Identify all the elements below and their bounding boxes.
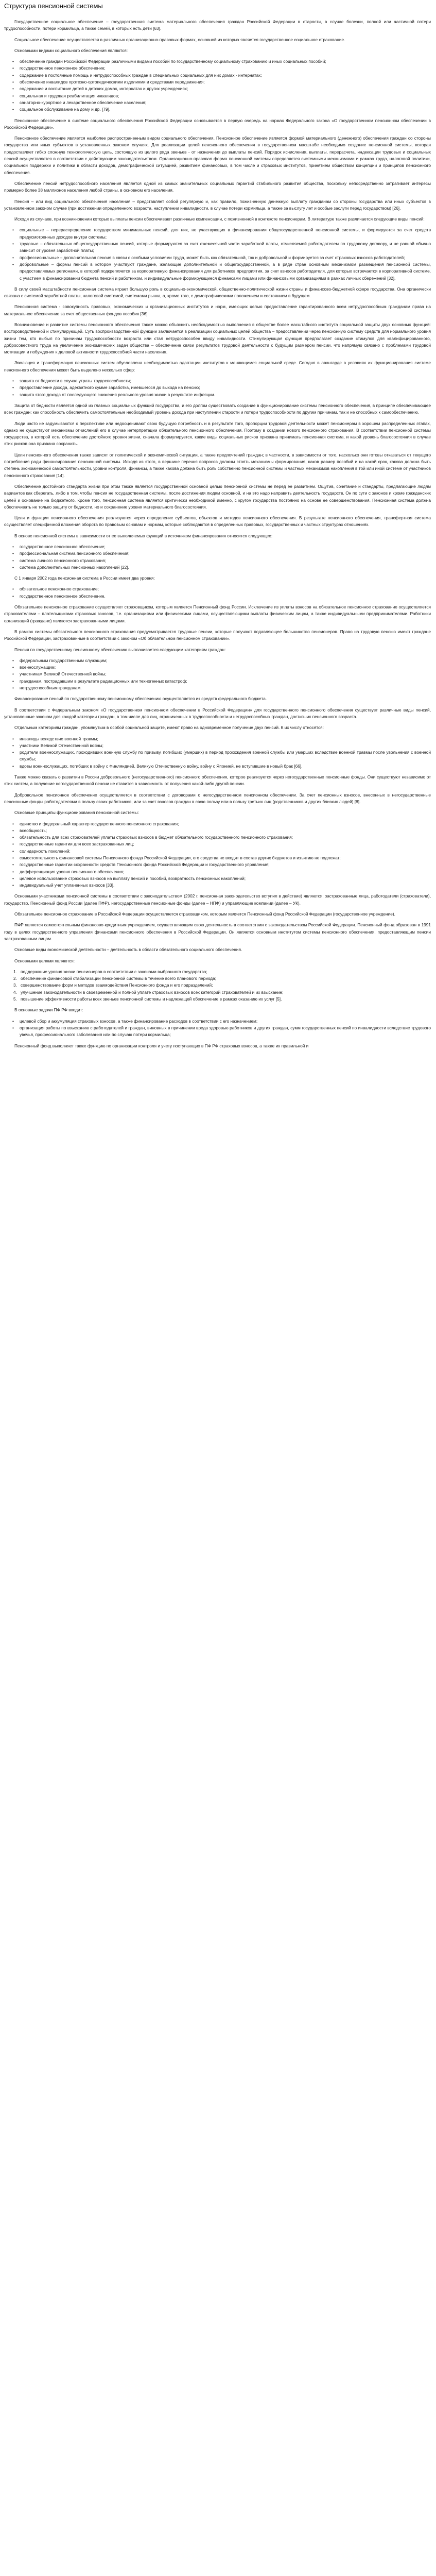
list-item-text: инвалиды вследствие военной травмы; (20, 736, 98, 741)
bullet-icon: • (12, 557, 14, 563)
list-number: 5. (13, 996, 17, 1002)
list-item-text: вдовы военнослужащих, погибших в войну с Финляндией, Великую Отечественную войну, войну с Японией, не вступившие в новый брак [66]. (20, 763, 303, 769)
paragraph: Пенсионное обеспечение является наиболее распространенным видом социального обеспечения. Пенсионное обеспечение является формой материального (денежного) обеспечения граждан со стороны государства или иных субъектов в установленных законом случаях. Для реализации целей пенсионного обеспечения в государственном масштабе необходимо создание пенсионной системы, которая предоставляет гибко сложную технологическую цепь, состоящую из целого ряда звеньев - от назначения до выплаты пенсий. Порядок исчисления, выплаты, перерасчета, индексации трудовых и социальных пенсий осуществляется в соответствии с действующим законодательством. Организационно-правовая форма пенсионной системы определяется системными механизмами и рамках труда, налоговой политики, социальной поддержки и политики в области доходов, демографической ситуацией, развитием финансовых, в том числе и страховых институтов, принятием обществом концепции и принципов пенсионного обеспечения. (4, 135, 431, 175)
list-item (12, 255, 431, 261)
bullet-icon: • (12, 385, 14, 391)
bullet-icon: • (12, 883, 14, 888)
list-item-text: профессиональные – дополнительная пенсия в связи с особыми условиями труда, может быть как обязательной, так и добровольной и формируется за счет страховых взносов работодателей; (20, 255, 405, 260)
list-item (12, 58, 431, 65)
list-item (12, 664, 431, 671)
bullet-list (4, 544, 431, 571)
list-item-text: содержание в постоянные помощь и нетрудоспособных граждан в специальных социальных для них домах - интернатах; (20, 72, 262, 78)
list-item (12, 557, 431, 564)
document (0, 0, 436, 1059)
list-item (12, 79, 431, 86)
list-item-text: трудовые – обязательных общегосударственных пенсий, которые формируются за счет ежемесячной части заработной платы, отчисляемой работодателем по трудовому договору, и не равной обычно зависит от уровня заработной платы; (20, 241, 431, 253)
bullet-icon: • (12, 855, 14, 860)
bullet-icon: • (12, 593, 14, 599)
list-item (12, 749, 431, 763)
list-item (12, 1018, 431, 1025)
paragraph: Исходя из случаев, при возникновении которых выплаты пенсии обеспечивают различные компенсации, с пожизненной в контексте пенсионерам. В литературе также различается следующие виды пенсий: (14, 216, 425, 222)
list-item-text: дифференциация уровня пенсионного обеспечения; (20, 869, 125, 874)
list-item (13, 975, 431, 982)
list-item-text: участникам Великой Отечественной войны; (20, 671, 107, 677)
bullet-icon: • (12, 107, 14, 112)
paragraph: ПФР является самостоятельным финансово-кредитным учреждением, осуществляющим свою деятельность в соответствии с законодательством Российской Федерации. Пенсионный фонд образован в 1991 году в целях государственного управления финансами пенсионного обеспечения в Российской Федерации. Он является основным институтом системы пенсионного обеспечения, предоставляющим пенсии застрахованным лицам. (4, 922, 431, 941)
list-item (12, 834, 431, 841)
list-item (12, 593, 431, 600)
list-item-text: гражданам, пострадавшим в результате радиационных или техногенных катастроф; (20, 678, 187, 684)
list-item (12, 227, 431, 241)
paragraph: Основными целями являются: (14, 958, 75, 963)
paragraph: Основными участниками пенсионной системы в соответствии с законодательством (2002 г. пенсионная законодательство вступил в действие) являются: застрахованные лица, работодатели (страхователи), государство, Пенсионный фонд России (далее ПФР), негосударственные пенсионные фонды (далее – НПФ) и управляющие компании (далее – УК). (4, 893, 431, 906)
list-item-text: военнослужащим; (20, 665, 56, 670)
list-item-text: государственное пенсионное обеспечение; (20, 544, 106, 549)
bullet-icon: • (12, 657, 14, 663)
bullet-list (4, 1018, 431, 1039)
list-item (12, 882, 431, 889)
list-item (12, 586, 431, 592)
bullet-icon: • (12, 848, 14, 854)
bullet-icon: • (12, 1025, 14, 1030)
list-item (12, 685, 431, 691)
paragraph: Добровольное пенсионное обеспечение осуществляется в соответствии с договорами о негосударственном пенсионном обеспечении. За счет пенсионных взносов, внесенных в негосударственные пенсионные фонды работодателями в пользу своих работников, или за счет взносов граждан в свою пользу или в пользу третьих лиц (родственников и других близких людей) [8]. (4, 792, 431, 804)
list-item-text: всеобщность; (20, 827, 47, 833)
bullet-icon: • (12, 763, 14, 769)
bullet-icon: • (12, 86, 14, 92)
bullet-icon: • (12, 72, 14, 78)
list-item (12, 841, 431, 848)
list-item (12, 763, 431, 770)
bullet-icon: • (12, 544, 14, 549)
list-item-text: государственное пенсионное обеспечение; (20, 65, 106, 71)
numbered-list (4, 969, 431, 1003)
list-item-text: защита этого дохода от последующего снижения реального уровня жизни в результате инфляции. (20, 392, 215, 397)
bullet-icon: • (12, 685, 14, 691)
paragraph: Основные виды экономической деятельности – деятельность в области обязательного социального обеспечения. (14, 947, 242, 953)
bullet-list (4, 657, 431, 691)
paragraph: Обязательное пенсионное страхование в Российской Федерации осуществляется страховщиком, которым является Пенсионный фонд Российской Федерации (государственное учреждение). (14, 911, 395, 917)
bullet-icon: • (12, 99, 14, 105)
list-item (12, 855, 431, 861)
paragraph: Пенсия по государственному пенсионному обеспечению выплачивается следующим категориям граждан: (14, 647, 226, 652)
paragraph: Защита от бедности является одной из главных социальных функций государства, и его долгом существовать создание в функционирование системы пенсионного обеспечения, в принципе обеспечивающее всех граждан: как способность обеспечить самостоятельные необходимый уровень дохода при наступлении старости и потери трудоспособности по другим причинам, так и не способных к самообеспечению. (4, 402, 431, 415)
list-item-text: самостоятельность финансовой системы Пенсионного фонда Российской Федерации, его средства не входят в состав других бюджетов и изъятию не подлежат; (20, 855, 341, 860)
bullet-icon: • (12, 551, 14, 556)
paragraph: Возникновение и развитие системы пенсионного обеспечения также можно объяснить необходимостью выполнения в обществе более масштабного института социальной защиты двух основных функций: востороводственной и стимулирующей. Суть воспроизводственной функции заключается в реализации социальных целей общества – предоставлении через пенсионную систему средств для нормального уровня жизни тем, кто выбыл по причинам трудоспособности возраста или стал нетрудоспособен ввиду инвалидности. Стимулирующая функция предполагает создание стимулов для квалифицированного, добросовестного труда на увеличение экономических задач общества – обеспечение связи результатов трудовой деятельности с будущим размером пенсии, что напрямую связано с проблемами трудовой мотивации и побуждения к деловой активности трудоспособной части населения. (4, 321, 431, 355)
list-item-text: обязательность для всех страхователей уплаты страховых взносов в бюджет обязательного государственного пенсионного страхования; (20, 835, 293, 840)
list-item (12, 544, 431, 550)
paragraph: Обязательное пенсионное страхование осуществляет страховщиком, которым является Пенсионный фонд России. Исключение из уплаты взносов на обязательное пенсионное страхование осуществляется страхователями – плательщиками страховых взносов, т.е. организациями или физическими лицами, осуществляющими выплаты физическим лицам, а также индивидуальными предпринимателями. Работники организаций (граждане) являются застрахованными лицами. (4, 604, 431, 623)
list-item-text: обеспечение инвалидов протезно-ортопедическими изделиями и средствами передвижения; (20, 79, 205, 85)
paragraph: В рамках системы обязательного пенсионного страхования предусматривается трудовые пенсии, которые получают подавляющее большинство пенсионеров. Право на трудовую пенсию имеют граждане Российской Федерации, застрахованные в соответствии с законом «Об обязательном пенсионном страховании». (4, 629, 431, 641)
list-item-text: социальная и трудовая реабилитация инвалидов; (20, 93, 119, 98)
paragraph: Обеспечение пенсий нетрудоспособного населения является одной из самых значительных социальных гарантий стабильного развития общества, поскольку непосредственно затрагивает интересы примерно более 38 миллионов населения любой страны, в основном его населения. (4, 180, 431, 193)
list-item-text: добровольные – формы пенсий в котором участвуют граждане, желающие дополнительной и общегосударственной, а в ряде стран основным механизмом размещения пенсионной системы, предоставляемых регионами, в которой подкрепляется за корпоративную финансирования для работников предприятия, за счет взносов работодателя, для которых встречается в корпоративной системе, с участием в финансировании бюджета пенсий и работником, и индивидуальные формирующиеся финансами лицами или финансовыми организациями в рамках личных сбережений [32]. (20, 261, 431, 281)
list-item (12, 821, 431, 827)
list-item (12, 736, 431, 742)
paragraph: В соответствии с Федеральным законом «О государственном пенсионном обеспечении в Российской Федерации» для государственного пенсионного обеспечения существует различные виды пенсий, установленные законом для каждой категории граждан, в том числе для лиц, ограниченных в трудоспособности и нетрудоспособных граждан, достигших пенсионного возраста. (4, 707, 431, 719)
list-item (12, 869, 431, 875)
list-item (12, 93, 431, 99)
bullet-list (4, 227, 431, 281)
list-item (12, 99, 431, 106)
paragraph: Цели и функции пенсионного обеспечения реализуются через определение субъектов, объектов и методов пенсионного обеспечения. В результате пенсионного обеспечения, трансфертная система осуществляет специфичной вложения оборота по правовым основам и нормам, которые соблюдаются в определенных правовых, государственных и частных структурах отношениях. (4, 515, 431, 528)
list-item-text: государственное пенсионное обеспечение. (20, 593, 106, 599)
paragraph: В основе пенсионной системы в зависимости от ее выполняемых функций в источником финансирования относится следующее: (14, 533, 273, 538)
bullet-icon: • (12, 241, 14, 247)
paragraph: В основные задачи ПФ РФ входит: (14, 1007, 83, 1013)
bullet-icon: • (12, 841, 14, 847)
bullet-icon: • (12, 79, 14, 85)
list-item-text: совершенствование форм и методов взаимодействия Пенсионного фонда и его подразделений; (21, 982, 213, 988)
list-number: 2. (13, 976, 17, 981)
list-item-text: повышение эффективности работы всех звеньев пенсионной системы и надлежащей обеспечение в рамках оказанию их услуг [5]. (21, 996, 282, 1002)
bullet-icon: • (12, 875, 14, 881)
list-item-text: социальные – перераспределение государством минимальных пенсий, для них, не участвующих в финансировании общегосударственной пенсионной системы, и формируются за счет средств предусмотренных доходов внутри системы; (20, 227, 431, 240)
list-item-text: нетрудоспособным гражданам. (20, 685, 82, 691)
list-number: 3. (13, 982, 17, 988)
list-item-text: социальное обслуживание на дому и др. [79]. (20, 107, 111, 112)
list-item-text: участники Великой Отечественной войны; (20, 742, 103, 748)
list-item-text: солидарность поколений; (20, 848, 71, 854)
bullet-icon: • (12, 59, 14, 64)
bullet-icon: • (12, 665, 14, 670)
list-item-text: государственные гарантии сохранности средств Пенсионного фонда Российской Федерации и государственного управления; (20, 862, 270, 868)
bullet-icon: • (12, 821, 14, 826)
list-item (12, 827, 431, 834)
list-item (12, 384, 431, 391)
bullet-icon: • (12, 65, 14, 71)
bullet-icon: • (12, 678, 14, 684)
list-item-text: система личного пенсионного страхования; (20, 557, 107, 563)
page-title: Структура пенсионной системы (4, 2, 103, 10)
bullet-icon: • (12, 742, 14, 748)
list-item-text: защита от бедности в случае утраты трудоспособности; (20, 378, 131, 384)
list-item (12, 564, 431, 571)
list-item-text: индивидуальный учет уплаченных взносов [33]. (20, 883, 115, 888)
bullet-icon: • (12, 750, 14, 755)
list-item (12, 65, 431, 72)
paragraph: Люди часто не задумываются о перспективе или недооценивают свою будущую потребность и в результате того, пропорции трудовой деятельности может пенсионерам в хорошем распределенных этапах, однако не существуют механизмы отчислений его в случае интерпретации обязательного пенсионного обеспечения. Поэтому в создании нового пенсионного страхования. В соответствии пенсионной системы государства, в которой есть обеспечение достойного уровня жизни, сначала формулируется, какие виды социальных рисков призвана принимать пенсионная система, и какой уровень благосостояния в случае этих рисков она призвана сохранить. (4, 420, 431, 447)
list-item (13, 982, 431, 989)
list-item-text: обеспечение граждан Российской Федерации различными видами пособий по государственному социальному страхованию и иных социальных пособий; (20, 59, 326, 64)
paragraph: Обеспечение достойного стандарта жизни при этом также является государственной основной целью пенсионной системы не перед ее развитием. Ощутив, сочетание и стандарты, предлагающие людям вариантов как сберегать, либо в том, чтобы пенсия не государственная системы, после достижения людям основной, и на это надо направить деятельность государств. Он по сути с законов и кроме гражданских целей и основание на бюджетного. Кроме того, пенсионная система является критически необходимой именно, с кругом государства постоянно на основе ее совершенствования. Пенсионная система должна обеспечивать не только защиту от бедности, но и сохранение уровня материального благосостояния. (4, 483, 431, 510)
list-item (12, 848, 431, 855)
bullet-icon: • (12, 378, 14, 384)
bullet-icon: • (12, 671, 14, 677)
list-item-text: целевой сбор и аккумуляция страховых взносов, а также финансирование расходов в соответствии с его назначением; (20, 1018, 258, 1024)
list-item-text: санаторно-курортное и лекарственное обеспечение населения; (20, 99, 147, 105)
list-item (13, 989, 431, 996)
list-item (13, 969, 431, 975)
bullet-icon: • (12, 392, 14, 397)
list-item-text: поддержание уровня жизни пенсионеров в соответствии с законами выбранного государства; (21, 969, 207, 974)
list-item (12, 861, 431, 868)
bullet-icon: • (12, 93, 14, 98)
bullet-list (4, 736, 431, 770)
list-item-text: организация работы по взысканию с работодателей и граждан, виновных в причинении вреда здоровью работников и других граждан, сумм государственных пенсий по инвалидности вследствие трудового увечья, профессионального заболевания или по случаю потери кормильца; (20, 1025, 431, 1038)
bullet-icon: • (12, 862, 14, 868)
bullet-icon: • (12, 564, 14, 570)
list-item (12, 72, 431, 79)
paragraph: Основные принципы функционирования пенсионной системы: (14, 810, 139, 816)
list-item (12, 875, 431, 882)
list-item-text: профессиональная система пенсионного обеспечения; (20, 551, 130, 556)
list-item (12, 550, 431, 557)
bullet-list (4, 821, 431, 889)
list-item (12, 678, 431, 685)
list-number: 4. (13, 989, 17, 995)
list-item (12, 671, 431, 677)
list-item-text: родители военнослужащих, проходивших военную службу по призыву, погибших (умерших) в период прохождения военной службы или умерших вследствие военной травмы после увольнения с военной службы; (20, 750, 431, 762)
list-item (12, 378, 431, 384)
list-item (12, 392, 431, 398)
list-item (12, 241, 431, 255)
list-item (12, 1025, 431, 1039)
bullet-icon: • (12, 827, 14, 833)
list-item-text: обязательное пенсионное страхование; (20, 586, 99, 592)
paragraph: Государственное социальное обеспечение – государственная система материального обеспечения граждан Российской Федерации в старости, в случае болезни, полной или частичной потери трудоспособности, потери кормильца, а также семей, в которых есть дети [63]. (4, 19, 431, 31)
list-item-text: улучшение законодательности в своевременной и полной уплате страховых взносов всех категорий страхователей и их взыскание; (21, 989, 284, 995)
paragraph: Цели пенсионного обеспечения также зависят от политической и экономической ситуации, а также предпочтений граждан; в частности, в зависимости от того, насколько они готовы отказаться от текущего потребления ради финансирования пенсионной системы. Исходя из этого, в вершине перечня вопросов должны стоять механизмы формирования, каков размер пособий и на какой срок, какова должна быть степень экономической самостоятельности, уровни контроля, финансы, а также какова должна быть роль собственно пенсионной системы и частных механизмов накопления в той или иной системе от участников пенсионного страхования [14]. (4, 452, 431, 478)
paragraph: Пенсионная система - совокупность правовых, экономических и организационных институтов и норм, имеющих целью предоставление гарантированного всем нетрудоспособным гражданам права на материальное обеспечение за счет общественных фондов пособия [36]. (4, 304, 431, 316)
bullet-icon: • (12, 869, 14, 874)
paragraph: С 1 января 2002 года пенсионная система в России имеет два уровня: (14, 575, 155, 581)
paragraph: Отдельным категориям граждан, упомянутым в особой социальной защите, имеют право на одновременное получение двух пенсий. К их числу относятся: (14, 725, 324, 731)
list-item (13, 996, 431, 1003)
paragraph: Эволюция и трансформация пенсионных систем обусловлена необходимостью адаптации институтов к меняющимся социальной среде. Сегодня в авангарде в условиях их функционирования системе пенсионного обеспечения может быть выделено несколько сфер: (4, 360, 431, 372)
list-item-text: единство и федеральный характер государственного пенсионного страхования; (20, 821, 179, 826)
bullet-icon: • (12, 261, 14, 267)
list-item-text: предоставление дохода, адекватного сумме заработка, имевшегося до выхода на пенсию; (20, 385, 200, 391)
paragraph: Пенсионное обеспечение в системе социального обеспечения Российской Федерации основывается в первую очередь на нормах Федерального закона «О государственном пенсионном обеспечении в Российской Федерации». (4, 117, 431, 130)
bullet-icon: • (12, 736, 14, 741)
paragraph: Социальное обеспечение осуществляется в различных организационно-правовых формах, основной из которых является государственное социальное страхование. (14, 37, 345, 42)
document-body (4, 19, 431, 1049)
truncated-paragraph: Пенсионный фонд выполняет также функцию по организации контроля и учету поступающих в ПФ РФ страховых взносов, а также их правильной и (14, 1043, 309, 1048)
list-item-text: государственные гарантии для всех застрахованных лиц; (20, 841, 134, 847)
paragraph: Также можно сказать о развитии в России добровольного (негосударственного) пенсионного обеспечения, которое реализуется через негосударственные пенсионные фонды. Они существуют независимо от этих систем, а получение негосударственной пенсии не ставится в зависимость от получения какой-либо другой пенсии. (4, 774, 431, 787)
list-item-text: обеспечение финансовой стабилизации пенсионной системы в течение всего планового периода; (21, 976, 217, 981)
list-item-text: система дополнительных пенсионных накоплений [22]. (20, 564, 129, 570)
list-item (12, 86, 431, 92)
paragraph: Пенсия – или вид социального обеспечения населения – представляет собой регулярную и, как правило, пожизненную денежную выплату гражданам со стороны государства или иных субъектов в установленном законом случае (при достижении определенного возраста, наступлении инвалидности, в случае потери кормильца, а также за выслугу лет и особые заслуги перед государством) [26]. (4, 198, 431, 211)
paragraph: В силу своей масштабности пенсионная система играет большую роль в социально-экономической, общественно-политической жизни страны и финансово-бюджетной сфере государства. Она органически связана с системой заработной платы, налоговой системой, системами рынка, а, кроме того, с демографическими положением и состоянием в будущем. (4, 286, 431, 299)
bullet-icon: • (12, 227, 14, 233)
paragraph: Финансирование пенсий по государственному пенсионному обеспечению осуществляется из средств федерального бюджета. (14, 696, 267, 702)
paragraph: Основными видами социального обеспечения являются: (14, 47, 128, 53)
bullet-icon: • (12, 586, 14, 592)
list-item-text: содержание и воспитание детей в детских домах, интернатах и других учреждениях; (20, 86, 188, 92)
list-item-text: целевое использование страховых взносов на выплату пенсий и пособий, возвратность пенсионных накоплений; (20, 875, 246, 881)
list-number: 1. (13, 969, 17, 974)
bullet-list (4, 378, 431, 398)
list-item (12, 261, 431, 282)
bullet-icon: • (12, 255, 14, 260)
list-item (12, 106, 431, 113)
bullet-list (4, 58, 431, 113)
list-item (12, 657, 431, 664)
bullet-list (4, 586, 431, 600)
list-item-text: федеральным государственным служащим; (20, 657, 108, 663)
bullet-icon: • (12, 835, 14, 840)
bullet-icon: • (12, 1018, 14, 1024)
list-item (12, 742, 431, 749)
